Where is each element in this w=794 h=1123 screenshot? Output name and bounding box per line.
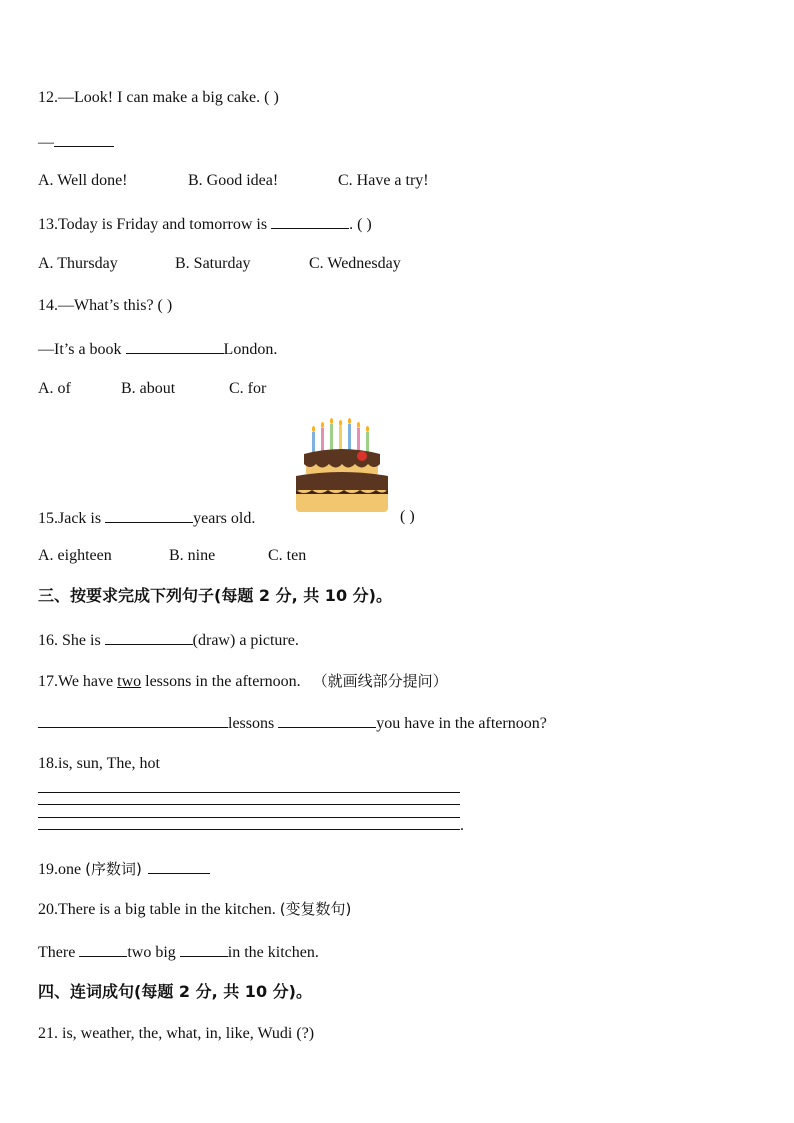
q18-writing-line-1[interactable] [38, 792, 460, 793]
q15-options [38, 546, 306, 566]
q12-answer-line [38, 131, 114, 153]
q12-blank[interactable] [54, 131, 114, 147]
q13-blank[interactable] [271, 213, 349, 229]
q15-option-c[interactable]: C. ten [268, 547, 307, 564]
q15-option-a[interactable]: A. eighteen [38, 547, 112, 564]
q18-writing-line-3[interactable] [38, 817, 460, 818]
q14-answer-before: —It’s a book [38, 341, 126, 358]
q16-prompt [38, 629, 299, 651]
q18-writing-line-4[interactable] [38, 829, 460, 830]
q15-paren[interactable]: ( ) [400, 508, 415, 525]
q19-note: (序数词) [85, 860, 142, 878]
q12-option-a[interactable]: A. Well done! [38, 172, 128, 189]
q14-blank[interactable] [126, 338, 224, 354]
q16-blank[interactable] [105, 629, 193, 645]
q13-text-before: 13.Today is Friday and tomorrow is [38, 216, 272, 233]
q13-options [38, 254, 401, 274]
q20-note: (变复数句) [279, 900, 352, 918]
q13-option-c[interactable]: C. Wednesday [309, 255, 401, 272]
q13-prompt [38, 213, 372, 235]
q16-text-before: 16. She is [38, 632, 105, 649]
q14-answer-after: London. [223, 341, 278, 358]
q18-writing-line-2[interactable] [38, 804, 460, 805]
strawberry-icon [357, 451, 367, 461]
q14-option-b[interactable]: B. about [121, 380, 176, 397]
q17-underlined-word: two [117, 673, 142, 690]
q17-before: 17.We have [38, 673, 118, 690]
q20-answer-part-2: two big [127, 944, 180, 961]
q19-prompt [38, 858, 210, 880]
q14-option-c[interactable]: C. for [229, 380, 267, 397]
q17-note: （就画线部分提问） [312, 672, 448, 690]
q20-answer-part-3: in the kitchen. [227, 944, 319, 961]
q17-answer-mid: lessons [228, 715, 279, 732]
q19-prompt-before: 19.one [38, 861, 86, 878]
q12-option-b[interactable]: B. Good idea! [188, 172, 279, 189]
q20-blank-2[interactable] [180, 941, 228, 957]
q20-prompt-before: 20.There is a big table in the kitchen. [38, 901, 280, 918]
q21-prompt: 21. is, weather, the, what, in, like, Wudi (?) [38, 1025, 315, 1042]
q19-blank[interactable] [148, 858, 210, 874]
section-3-heading: 三、按要求完成下列句子(每题 2 分, 共 10 分)。 [38, 586, 392, 605]
q18-prompt: 18.is, sun, The, hot [38, 755, 160, 772]
q17-answer-end: you have in the afternoon? [376, 715, 547, 732]
q17-answer-line [38, 712, 547, 734]
section-4-heading: 四、连词成句(每题 2 分, 共 10 分)。 [38, 982, 312, 1001]
q15-blank[interactable] [105, 507, 193, 523]
q16-text-after: (draw) a picture. [192, 632, 299, 649]
q15-text-before: 15.Jack is [38, 510, 106, 527]
q17-blank-2[interactable] [278, 712, 376, 728]
q15-text-after: years old. [193, 510, 256, 527]
q14-answer-line [38, 338, 277, 360]
q12-dash: — [38, 134, 54, 151]
q12-option-c[interactable]: C. Have a try! [338, 172, 429, 189]
q14-options [38, 379, 266, 399]
q20-blank-1[interactable] [79, 941, 127, 957]
q13-option-b[interactable]: B. Saturday [175, 255, 251, 272]
q17-prompt [38, 671, 448, 692]
q15-option-b[interactable]: B. nine [169, 547, 216, 564]
q18-end-mark: . [460, 817, 464, 834]
q20-prompt [38, 899, 351, 920]
q17-blank-1[interactable] [38, 712, 228, 728]
q20-answer-line [38, 941, 319, 963]
birthday-cake-icon [292, 418, 392, 514]
q15-prompt [38, 507, 255, 529]
q14-prompt: 14.—What’s this? ( ) [38, 297, 173, 314]
q17-after: lessons in the afternoon. [141, 673, 301, 690]
q20-answer-part-1: There [38, 944, 80, 961]
q13-option-a[interactable]: A. Thursday [38, 255, 118, 272]
q12-options [38, 171, 429, 191]
q12-prompt: 12.—Look! I can make a big cake. ( ) [38, 89, 279, 106]
q14-option-a[interactable]: A. of [38, 380, 71, 397]
q13-text-after: . ( ) [349, 216, 372, 233]
